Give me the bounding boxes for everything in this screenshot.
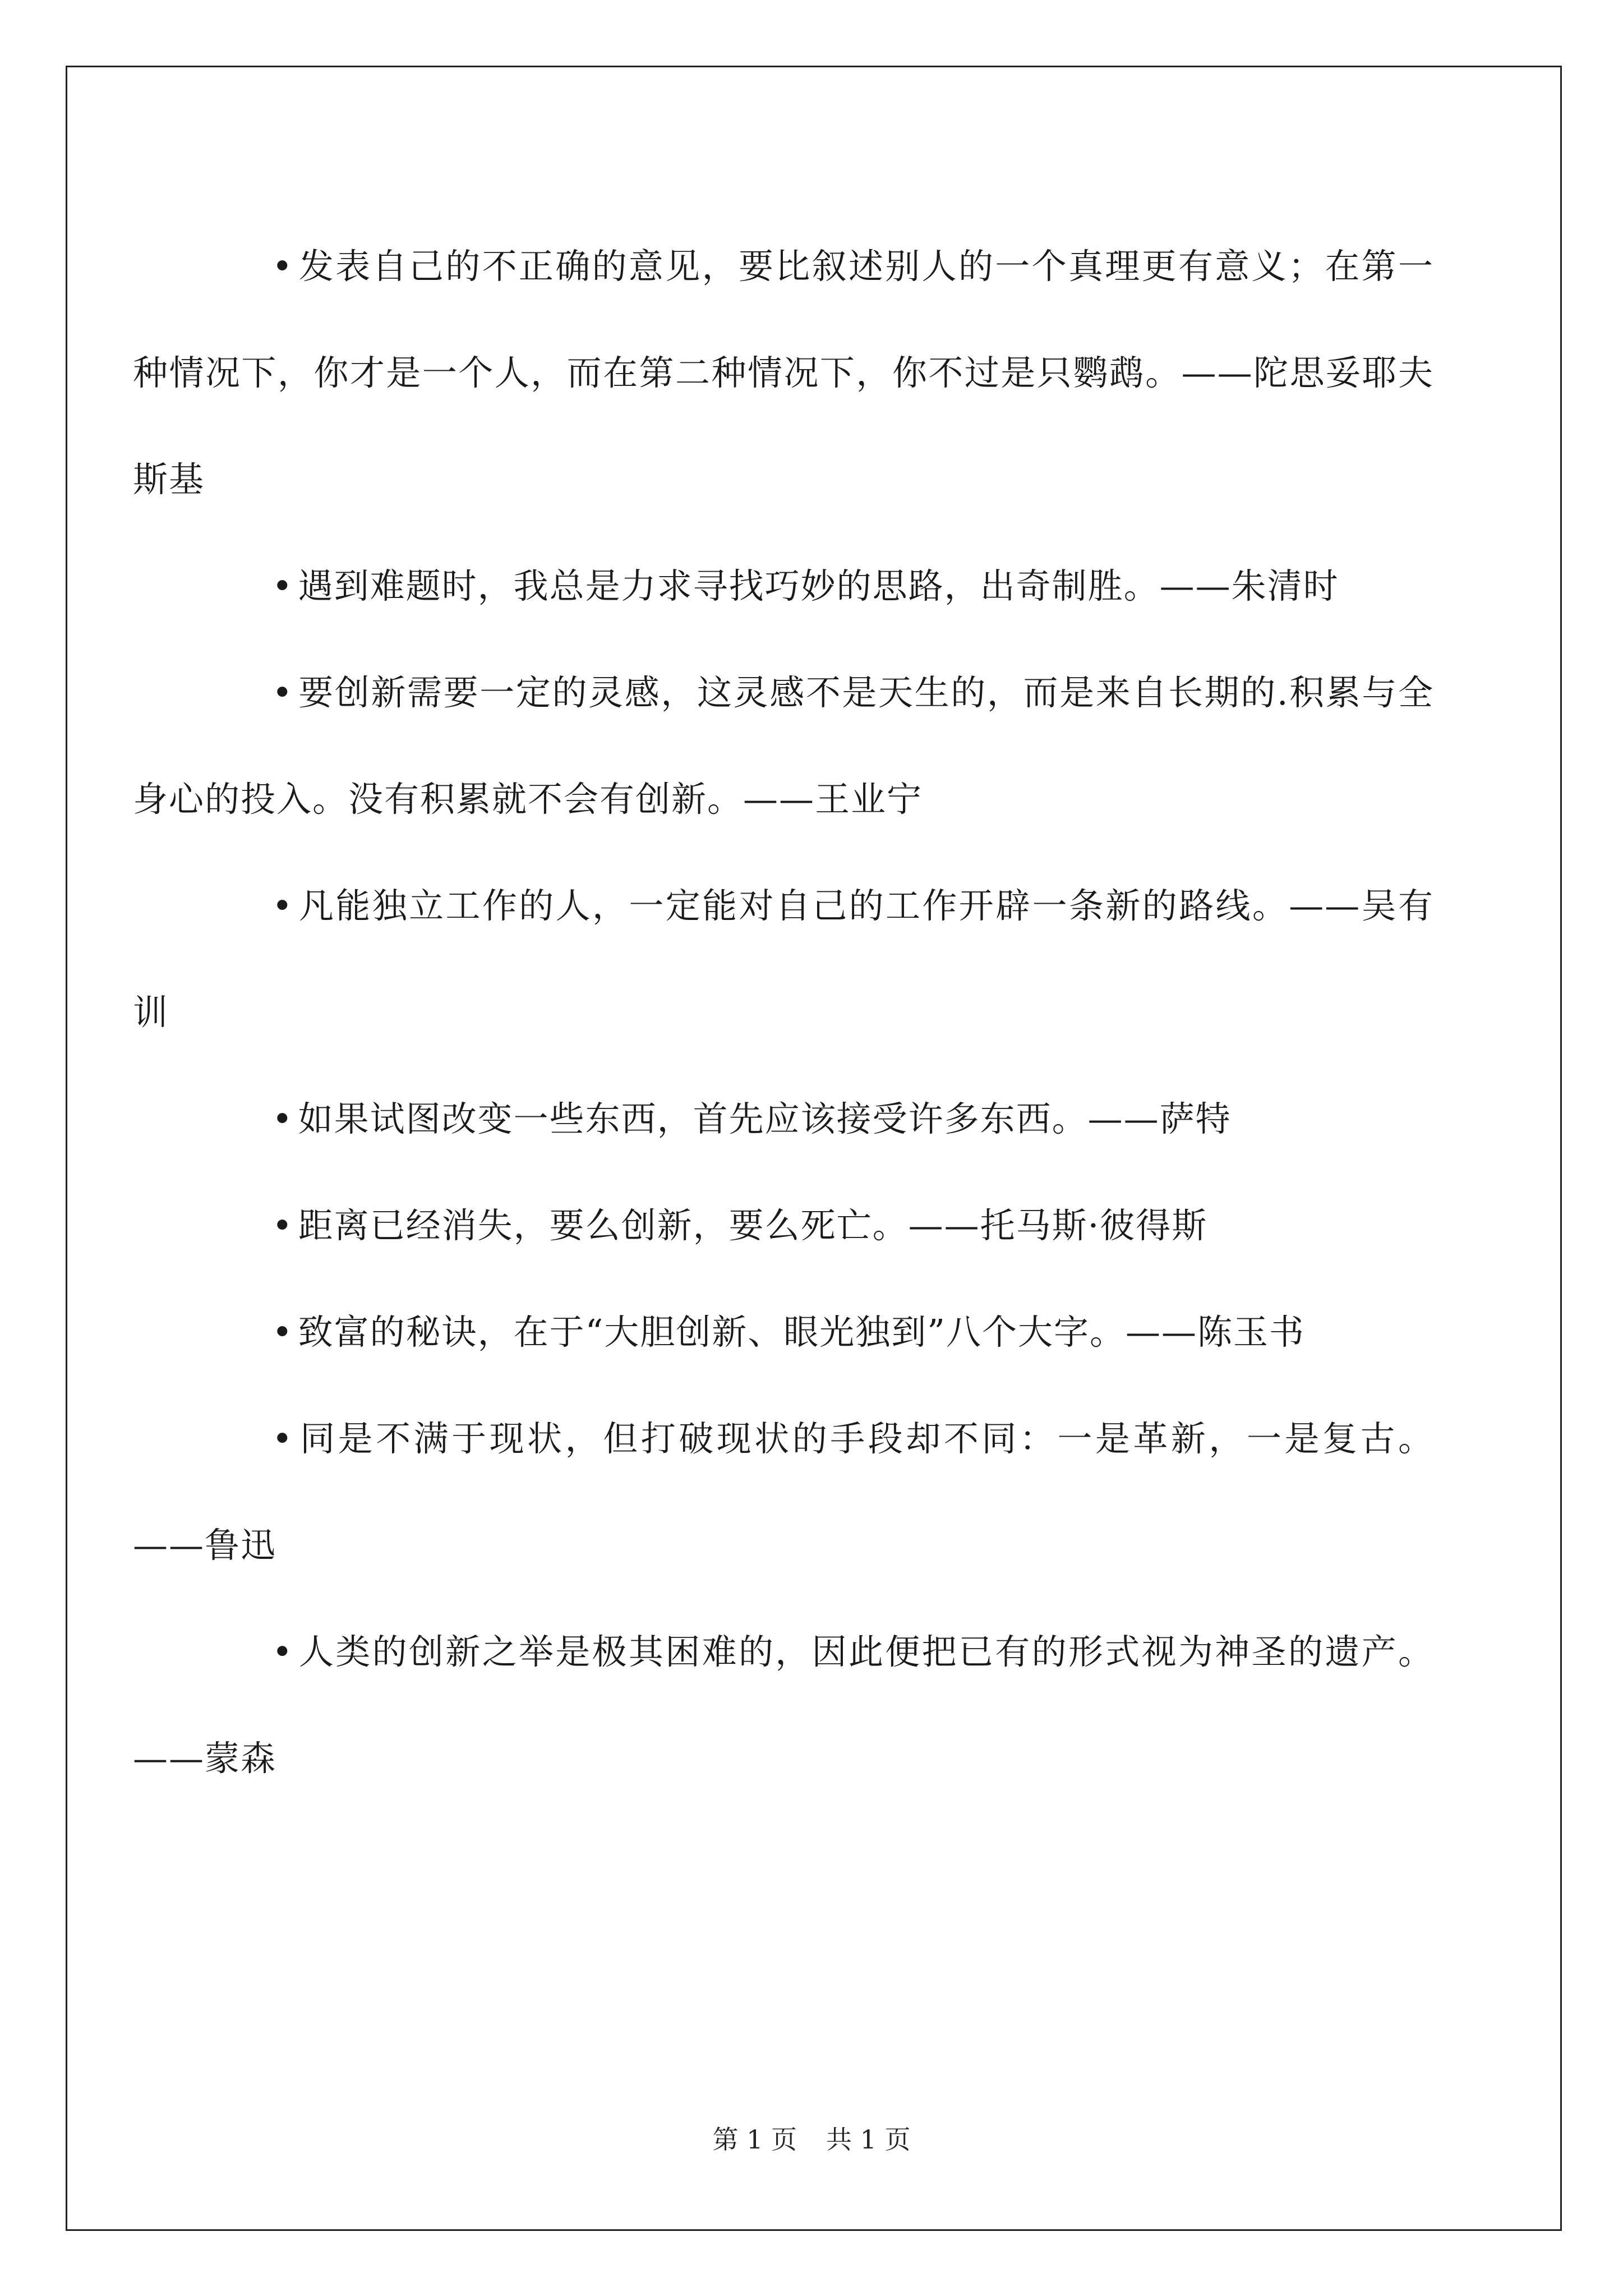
quote-text: 人类的创新之举是极其困难的，因此便把已有的形式视为神圣的遗产。——蒙森 [133,1631,1434,1779]
bullet-icon: • [272,1631,294,1672]
bullet-icon: • [272,246,294,287]
page-number: 第 1 页 [712,2124,797,2155]
quote-text: 致富的秘诀，在于“大胆创新、眼光独到”八个大字。——陈玉书 [298,1312,1305,1352]
quote-text: 遇到难题时，我总是力求寻找巧妙的思路，出奇制胜。——朱清时 [298,565,1339,606]
quote-text: 要创新需要一定的灵感，这灵感不是天生的，而是来自长期的.积累与全身心的投入。没有积累就不会有创新。——王业宁 [133,672,1434,820]
quote-item [133,213,1434,533]
quote-text: 凡能独立工作的人，一定能对自己的工作开辟一条新的路线。——吴有训 [133,885,1434,1033]
bullet-icon: • [272,1098,294,1139]
quote-item [133,853,1434,1066]
bullet-icon: • [272,1205,294,1246]
quote-text: 同是不满于现状，但打破现状的手段却不同：一是革新，一是复古。——鲁迅 [133,1418,1434,1566]
quote-list [133,213,1434,1812]
quote-item [133,1599,1434,1812]
quote-item [133,533,1434,639]
quote-item [133,1386,1434,1599]
bullet-icon: • [272,565,294,606]
quote-text: 如果试图改变一些东西，首先应该接受许多东西。——萨特 [298,1098,1232,1139]
bullet-icon: • [272,1418,294,1459]
quote-item [133,1066,1434,1172]
bullet-icon: • [272,885,294,926]
bullet-icon: • [272,672,294,713]
quote-text: 发表自己的不正确的意见，要比叙述别人的一个真理更有意义；在第一种情况下，你才是一个人，而在第二种情况下，你不过是只鹦鹉。——陀思妥耶夫斯基 [133,246,1434,500]
quote-text: 距离已经消失，要么创新，要么死亡。——托马斯·彼得斯 [298,1205,1208,1246]
bullet-icon: • [272,1312,294,1352]
quote-item [133,1279,1434,1386]
page-footer [0,2119,1623,2156]
quote-item [133,1172,1434,1279]
page-total: 共 1 页 [826,2124,911,2155]
quote-item [133,639,1434,853]
